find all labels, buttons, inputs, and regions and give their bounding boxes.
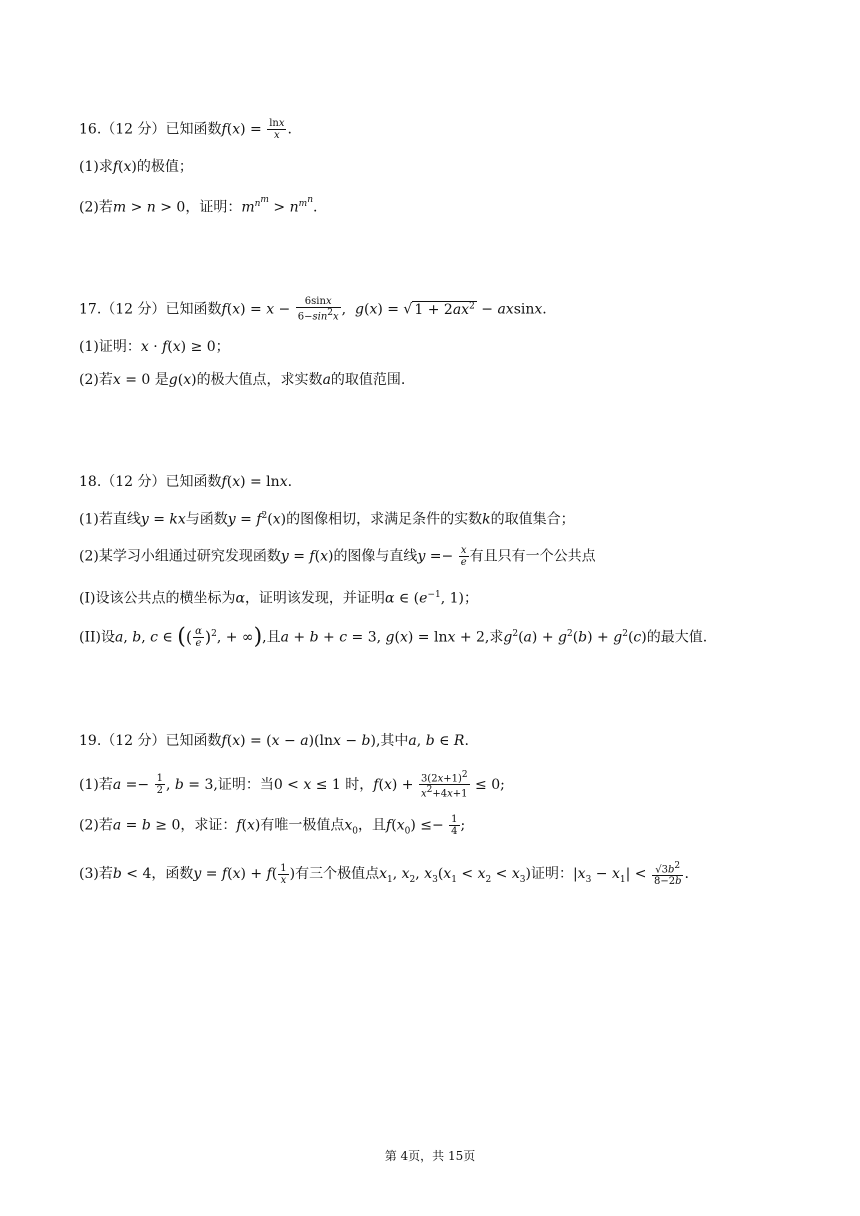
problem-19-part-3: (3)若b < 4，函数y = f(x) + f( $\frac{1}{x}$ )有三个极值点$x_1$, $x_2$, $x_3(x_1 < x_2 < x_3)$证明：$|x_3 - x_1|$ < $\frac{√3b^2}{8-2b}$ .: [79, 861, 689, 888]
problem-19-part-2: (2)若a = b ≥ 0，求证：f(x)有唯一极值点$x_0$，且$f(x_0)$ ≤− $\frac{1}{4}$ ;: [79, 814, 466, 837]
problem-17-part-1: (1)证明：x · f(x) ≥ 0；: [79, 339, 230, 355]
problem-16-part-2: (2)若m > n > 0，证明：$m^{n^m} > n^{m^n}$.: [79, 195, 318, 216]
problem-16-part-1: (1)求f(x)的极值；: [79, 159, 193, 175]
problem-18-part-II: (II)设a, b, c ∈ (( $\frac{\alpha}{e}$ )$^2$, + ∞),且a + b + c = 3, g(x) = lnx + 2,求$g^2(a) + g^2(b) + g^2(c)$的最大值.: [79, 624, 708, 650]
problem-18-header: 18.（12 分）已知函数f(x) = lnx.: [79, 474, 293, 490]
problem-19-part-1: (1)若a =− $\frac{1}{2}$ , b = 3,证明：当0 < x ≤ 1 时，f(x) + $\frac{3(2x+1)^2}{x^2+4x+1}$ ≤ 0;: [79, 770, 505, 800]
page-footer: 第 4页，共 15页: [384, 1149, 476, 1163]
problem-19-header: 19.（12 分）已知函数f(x) = (x − a)(lnx − b),其中a, b ∈ R.: [79, 733, 469, 749]
problem-18-part-2: (2)某学习小组通过研究发现函数y = f(x)的图像与直线y =− $\frac{x}{e}$ 有且只有一个公共点: [79, 545, 596, 568]
problem-18-part-I: (I)设该公共点的横坐标为α，证明该发现，并证明α ∈ ($e^{-1}$, 1)；: [79, 590, 478, 607]
problem-18-part-1: (1)若直线y = kx与函数$y = f^2(x)$的图像相切，求满足条件的实数k的取值集合；: [79, 511, 575, 528]
problem-16-header: 16.（12 分）已知函数f(x) = $\frac{\ln x}{x}$ .: [79, 118, 292, 141]
problem-17-header: 17.（12 分）已知函数f(x) = x − $\frac{6\sin x}{6-\sin^2x}$ , g(x) = √ $1 + 2ax^2 - axsinx$.: [79, 296, 547, 323]
problem-17-part-2: (2)若x = 0 是g(x)的极大值点，求实数a的取值范围.: [79, 372, 406, 388]
